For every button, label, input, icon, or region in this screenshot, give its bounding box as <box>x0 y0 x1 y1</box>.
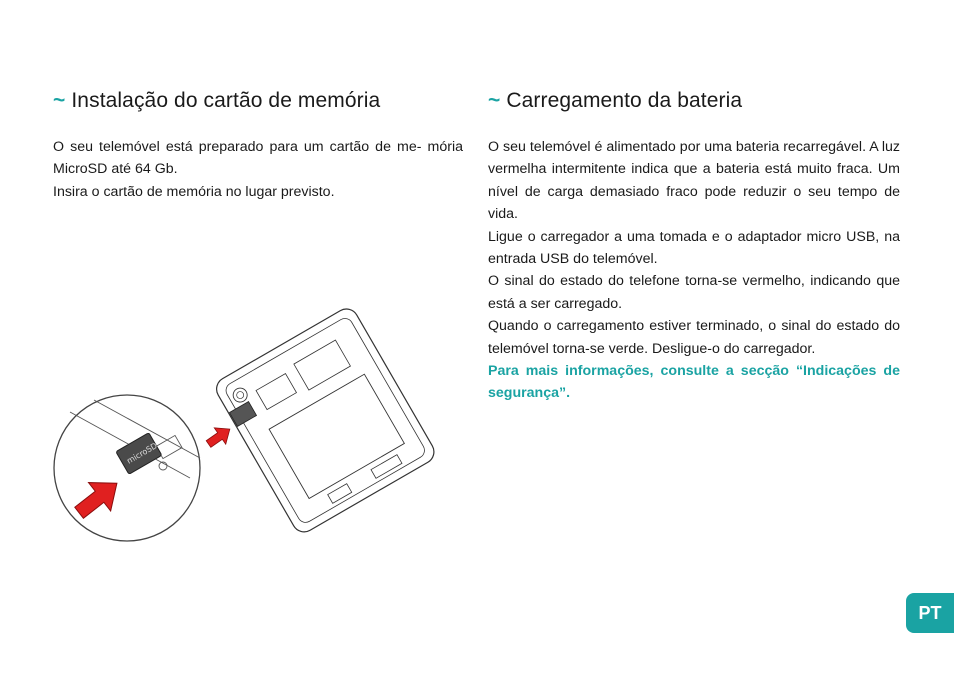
heading-marker: ~ <box>488 89 501 112</box>
memory-card-paragraph-1: O seu telemóvel está preparado para um cartão de me- mória MicroSD até 64 Gb. <box>53 139 463 178</box>
memory-card-section <box>53 86 463 203</box>
battery-heading-text: Carregamento da bateria <box>506 89 743 112</box>
battery-paragraph-1: O seu telemóvel é alimentado por uma bateria recarregável. A luz vermelha intermitente indica que a bateria está muito fraca. Um nível de carga demasiado fraco pode reduzir o seu tempo de vida. <box>488 139 900 223</box>
language-tab: PT <box>906 593 954 633</box>
phone-back-drawing <box>212 308 438 536</box>
memory-card-paragraph-2: Insira o cartão de memória no lugar previsto. <box>53 183 335 200</box>
battery-paragraph-4: Quando o carregamento estiver terminado, o sinal do estado do telemóvel torna-se verde. Desligue-o do carregador. <box>488 318 900 357</box>
battery-paragraph-3: O sinal do estado do telefone torna-se vermelho, indicando que está a ser carregado. <box>488 273 900 312</box>
battery-paragraph-2: Ligue o carregador a uma tomada e o adaptador micro USB, na entrada USB do telemóvel. <box>488 228 900 268</box>
safety-reference-link[interactable]: Para mais informações, consulte a secção “Indicações de segurança”. <box>488 363 900 402</box>
battery-heading <box>488 86 900 116</box>
memory-card-heading <box>53 86 463 116</box>
microsd-insertion-illustration <box>50 308 450 548</box>
insert-arrow-small <box>203 421 236 452</box>
memory-card-heading-text: Instalação do cartão de memória <box>71 89 381 112</box>
svg-text:microSD: microSD <box>125 441 159 466</box>
heading-marker: ~ <box>53 89 66 112</box>
battery-section <box>488 86 900 405</box>
